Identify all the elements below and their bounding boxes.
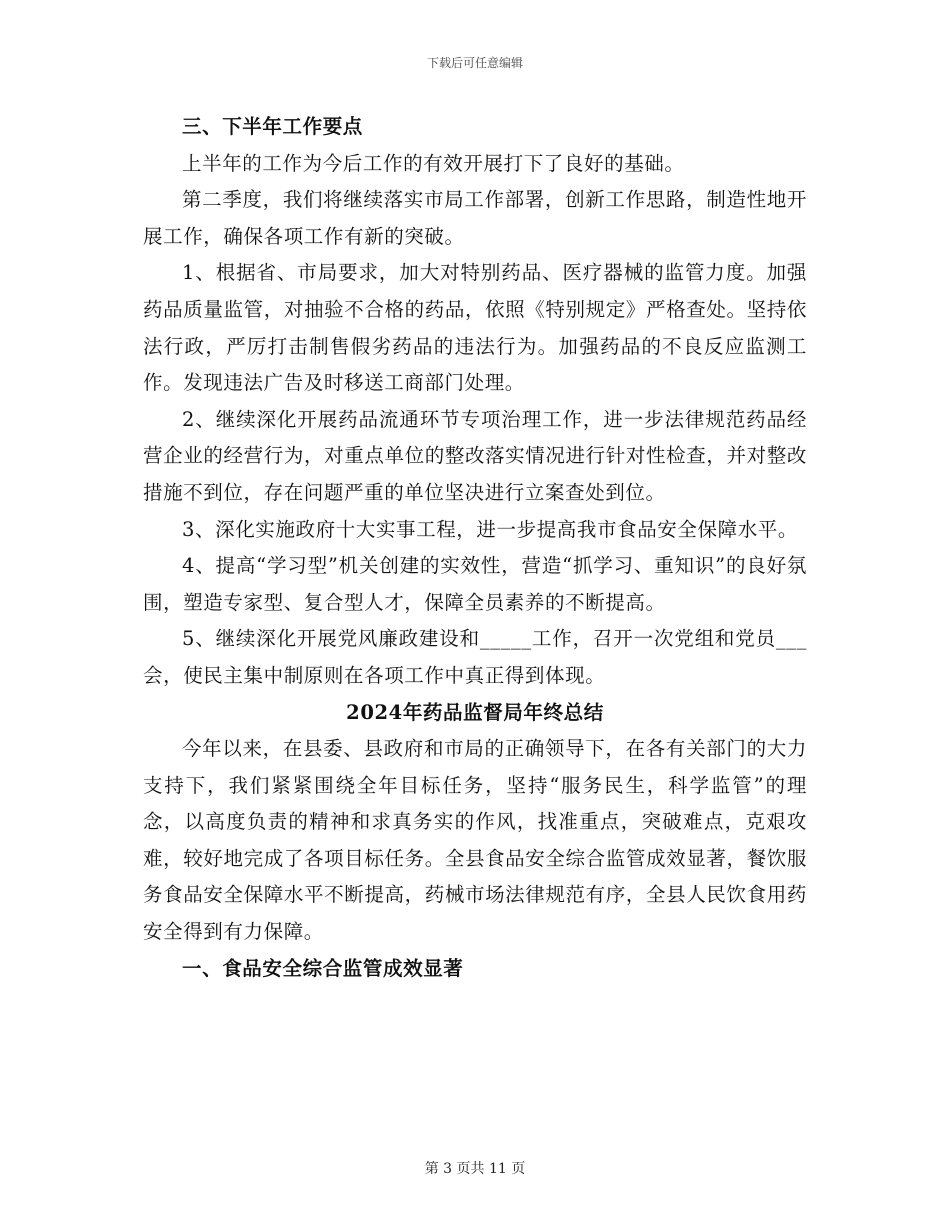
list-item: 1、根据省、市局要求，加大对特别药品、医疗器械的监管力度。加强药品质量监管，对抽验不合格的药品，依照《特别规定》严格查处。坚持依法行政，严厉打击制售假劣药品的违法行为。加强药品的不良反应监测工作。发现违法广告及时移送工商部门处理。 (143, 261, 807, 395)
section-heading: 三、下半年工作要点 (182, 115, 363, 138)
paragraph: 今年以来，在县委、县政府和市局的正确领导下，在各有关部门的大力支持下，我们紧紧围绕全年目标任务，坚持“服务民生，科学监管”的理念，以高度负责的精神和求真务实的作风，找准重点，突破难点，克艰攻难，较好地完成了各项目标任务。全县食品安全综合监管成效显著，餐饮服务食品安全保障水平不断提高，药械市场法律规范有序，全县人民饮食用药安全得到有力保障。 (143, 737, 807, 944)
paragraph: 第二季度，我们将继续落实市局工作部署，创新工作思路，制造性地开展工作，确保各项工作有新的突破。 (143, 188, 807, 248)
document-title: 2024年药品监督局年终总结 (346, 700, 604, 724)
page-header-note: 下载后可任意编辑 (426, 56, 523, 70)
section-heading: 一、食品安全综合监管成效显著 (182, 956, 464, 980)
document-body (143, 109, 807, 987)
page-number: 第 3 页共 11 页 (424, 1161, 526, 1177)
list-item: 3、深化实施政府十大实事工程，进一步提高我市食品安全保障水平。 (182, 517, 799, 541)
list-item: 2、继续深化开展药品流通环节专项治理工作，进一步法律规范药品经营企业的经营行为，对重点单位的整改落实情况进行针对性检查，并对整改措施不到位，存在问题严重的单位坚决进行立案查处到位。 (143, 407, 807, 504)
list-item: 5、继续深化开展党风廉政建设和_____工作，召开一次党组和党员___会，使民主集中制原则在各项工作中真正得到体现。 (143, 627, 807, 687)
list-item: 4、提高“学习型”机关创建的实效性，营造“抓学习、重知识”的良好氛围，塑造专家型、复合型人才，保障全员素养的不断提高。 (143, 554, 807, 614)
paragraph: 上半年的工作为今后工作的有效开展打下了良好的基础。 (182, 151, 685, 175)
